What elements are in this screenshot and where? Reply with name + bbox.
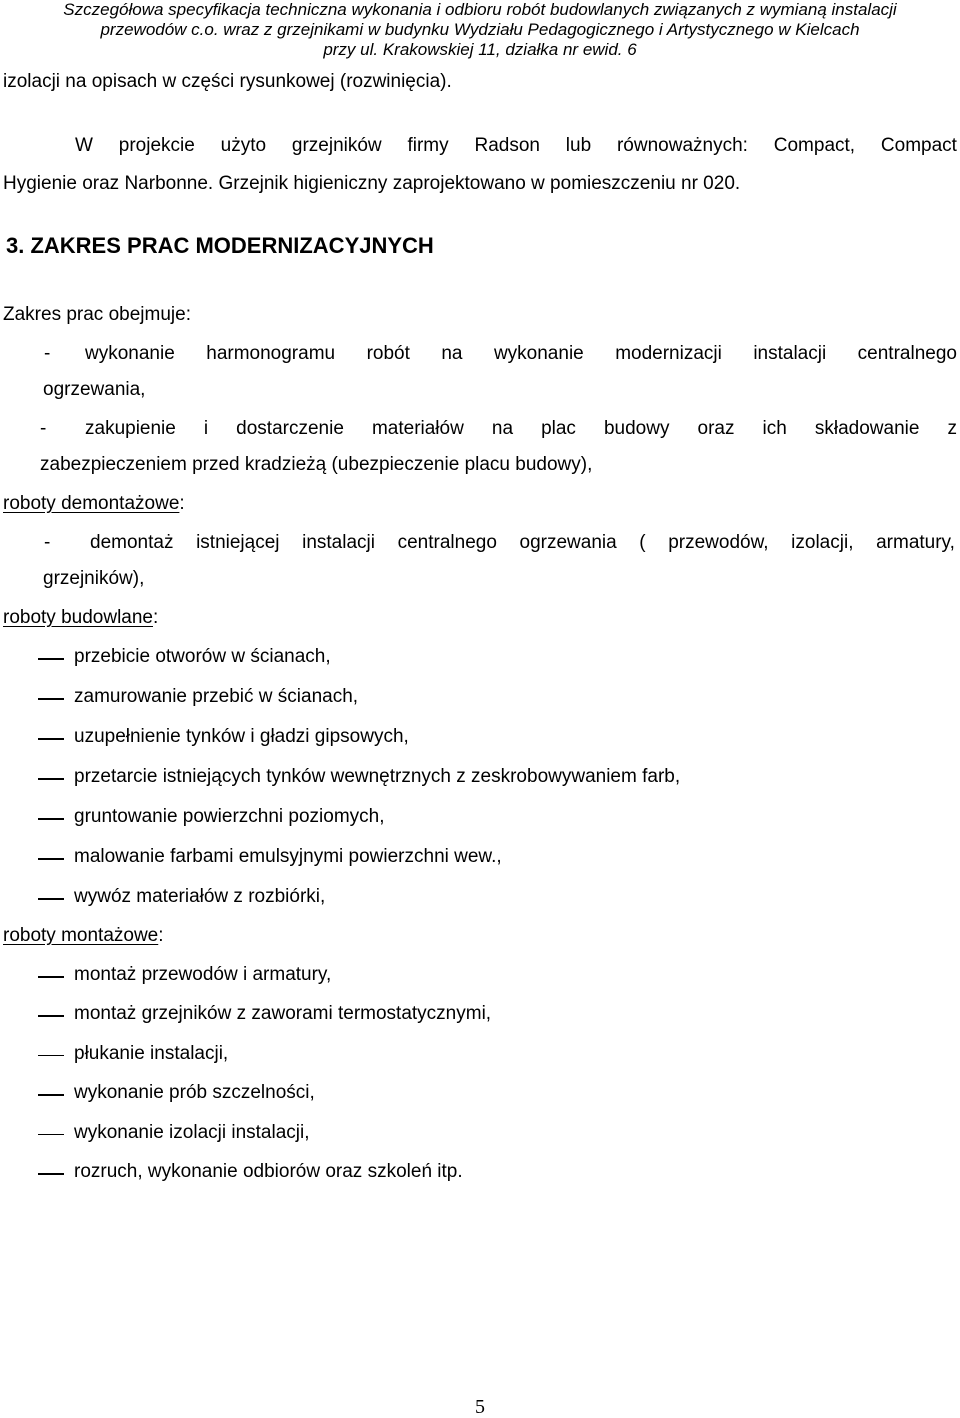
montaz-item: montaż grzejników z zaworami termostatycznymi, [74,1003,492,1025]
demontaz-word: izolacji, [791,532,854,553]
item1-word: harmonogramu [206,343,336,364]
dash-bullet-icon [38,698,64,700]
intro-word: Compact [880,135,957,156]
intro-word: równoważnych: [616,135,748,156]
header-line-3: przy ul. Krakowskiej 11, działka nr ewid. 6 [323,40,637,59]
demontaz-word: ( [639,532,646,553]
budowlane-item: przebicie otworów w ścianach, [74,646,331,667]
demontaz-word: ogrzewania [519,532,617,553]
item2-word: z [947,418,957,439]
dash-bullet-icon [38,1015,64,1017]
item2-word: ich [762,418,787,439]
budowlane-item: gruntowanie powierzchni poziomych, [74,806,385,827]
item1-marker: - [44,343,51,364]
intro-word: projekcie [118,135,195,156]
item2-word: zakupienie [85,418,176,439]
budowlane-item: zamurowanie przebić w ścianach, [74,686,359,707]
intro-paragraph-line-2: Hygienie oraz Narbonne. Grzejnik higieniczny zaprojektowano w pomieszczeniu nr 020. [3,173,741,194]
intro-word: użyto [220,135,267,156]
budowlane-label: roboty budowlane [3,607,153,628]
item1-continuation: ogrzewania, [43,379,146,400]
item1-word: na [441,343,463,364]
intro-word: W [75,135,93,156]
demontaz-line [90,531,955,555]
demontaz-word: demontaż [90,532,174,553]
dash-bullet-icon [38,738,64,740]
montaz-suffix: : [158,925,164,946]
dash-bullet-icon [38,1173,64,1175]
budowlane-suffix: : [153,607,159,628]
demontaz-word: przewodów, [668,532,769,553]
item1-line [85,342,957,366]
item1-word: modernizacji [615,343,722,364]
dash-bullet-icon [38,898,64,900]
dash-bullet-icon [38,976,64,978]
item2-word: plac [541,418,576,439]
intro-word: lub [565,135,592,156]
header-line-1: Szczegółowa specyfikacja techniczna wykonania i odbioru robót budowlanych związanych z wymianą instalacji [63,0,897,19]
dash-bullet-icon [38,658,64,660]
demontaz-word: centralnego [397,532,497,553]
dash-bullet-icon [38,1134,64,1136]
item1-word: wykonanie [493,343,584,364]
montaz-item: rozruch, wykonanie odbiorów oraz szkoleń itp. [74,1161,463,1182]
demontaz-continuation: grzejników), [43,568,145,589]
intro-paragraph-line-1 [75,134,957,158]
page-number: 5 [475,1396,485,1418]
demontaz-marker: - [44,532,51,553]
montaz-item: wykonanie izolacji instalacji, [74,1121,310,1143]
item1-word: robót [366,343,410,364]
demontaz-word: istniejącej [196,532,280,553]
scope-label: Zakres prac obejmuje: [3,304,191,325]
intro-word: Radson [474,135,540,156]
item1-word: centralnego [857,343,957,364]
item2-continuation: zabezpieczeniem przed kradzieżą (ubezpieczenie placu budowy), [40,454,593,475]
montaz-item: montaż przewodów i armatury, [74,964,332,985]
budowlane-item: malowanie farbami emulsyjnymi powierzchni wew., [74,846,502,867]
demontaz-word: instalacji [302,532,375,553]
intro-word: grzejników [291,135,382,156]
item2-word: na [491,418,514,439]
intro-line: izolacji na opisach w części rysunkowej (rozwinięcia). [3,71,452,92]
item2-word: składowanie [814,418,920,439]
item1-word: instalacji [753,343,827,364]
header-line-2: przewodów c.o. wraz z grzejnikami w budynku Wydziału Pedagogicznego i Artystycznego w Kielcach [100,20,860,39]
demontaz-suffix: : [179,493,185,514]
item2-word: oraz [697,418,735,439]
section-heading: 3. ZAKRES PRAC MODERNIZACYJNYCH [6,233,434,258]
montaz-label: roboty montażowe [3,925,159,946]
item2-marker: - [40,418,47,439]
demontaz-label: roboty demontażowe [3,493,180,514]
montaz-item: płukanie instalacji, [74,1042,229,1064]
item2-word: budowy [603,418,670,439]
item1-word: wykonanie [85,343,175,364]
item2-line [85,417,957,441]
budowlane-item: uzupełnienie tynków i gładzi gipsowych, [74,726,409,747]
intro-word: firmy [407,135,449,156]
budowlane-item: przetarcie istniejących tynków wewnętrznych z zeskrobowywaniem farb, [74,766,681,787]
dash-bullet-icon [38,858,64,860]
montaz-heading [3,924,164,948]
budowlane-item: wywóz materiałów z rozbiórki, [74,886,326,907]
dash-bullet-icon [38,1055,64,1057]
intro-word: Compact, [773,135,856,156]
budowlane-heading [3,606,158,630]
item2-word: materiałów [371,418,464,439]
item2-word: i [203,418,209,439]
montaz-item: wykonanie prób szczelności, [74,1082,315,1104]
dash-bullet-icon [38,1094,64,1096]
dash-bullet-icon [38,778,64,780]
demontaz-heading [3,492,185,516]
demontaz-word: armatury, [876,532,955,553]
item2-word: dostarczenie [236,418,344,439]
dash-bullet-icon [38,818,64,820]
